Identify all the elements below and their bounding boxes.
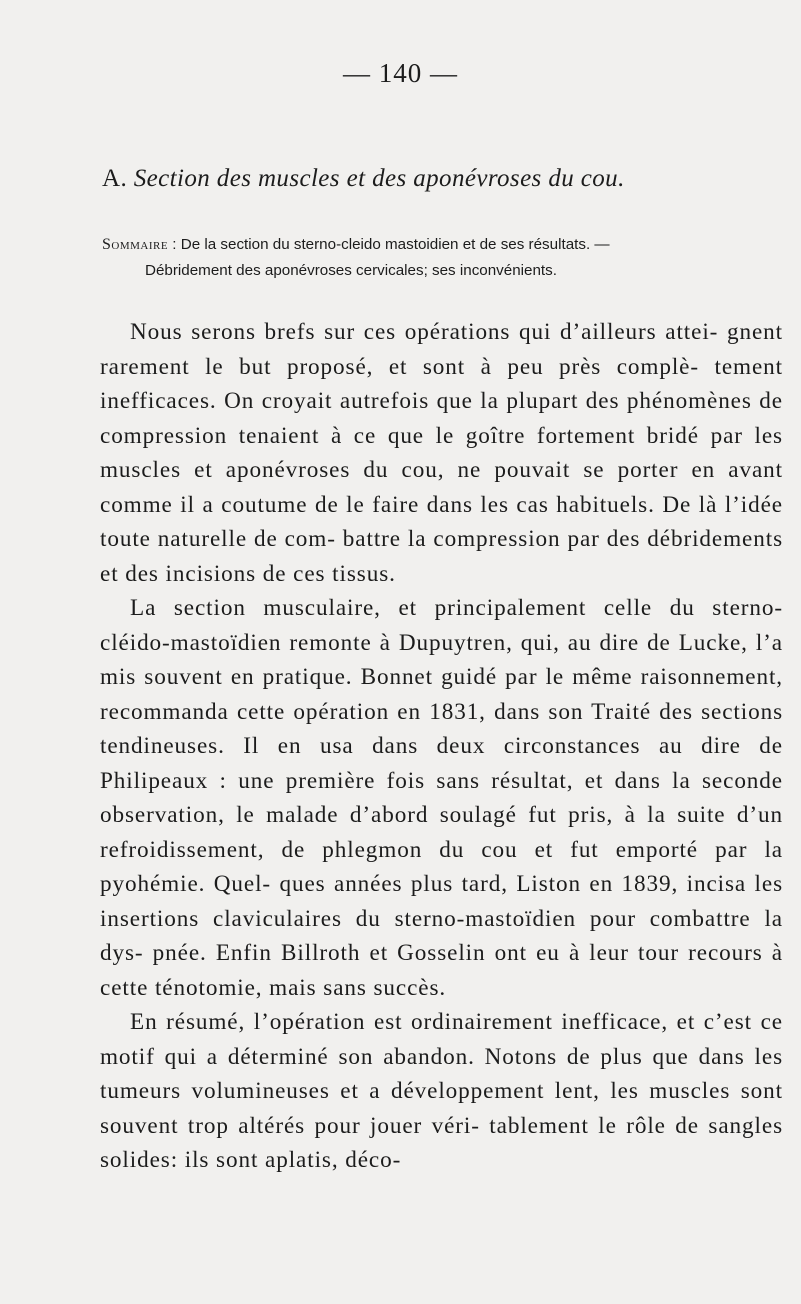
summary-line-2: Débridement des aponévroses cervicales; ses inconvénients.: [145, 262, 557, 279]
section-letter: A.: [102, 165, 134, 192]
paragraph-2: La section musculaire, et principalement celle du sterno- cléido-mastoïdien remonte à Dupuytren, qui, au dire de Lucke, l’a mis souvent en pratique. Bonnet guidé par le même raisonnement, recommanda cette opération en 1831, dans son Traité des sections tendineuses. Il en usa dans deux circonstances au dire de Philipeaux : une première fois sans résultat, et dans la seconde observation, le malade d’abord soulagé fut pris, à la suite d’un refroidissement, de phlegmon du cou et fut emporté par la pyohémie. Quel- ques années plus tard, Liston en 1839, incisa les insertions claviculaires du sterno-mastoïdien pour combattre la dys- pnée. Enfin Billroth et Gosselin ont eu à leur tour recours à cette ténotomie, mais sans succès.: [100, 595, 783, 1001]
section-title: [102, 165, 762, 193]
section-title-text: Section des muscles et des aponévroses du cou.: [133, 165, 625, 192]
summary-block: [102, 232, 782, 284]
summary-text-1: : De la section du sterno-cleido mastoidien et de ses résultats. —: [168, 236, 610, 253]
summary-line-1: [102, 232, 782, 258]
page-number: — 140 —: [343, 58, 458, 88]
paragraph-3: En résumé, l’opération est ordinairement inefficace, et c’est ce motif qui a déterminé son abandon. Notons de plus que dans les tumeurs volumineuses et a développement lent, les muscles sont souvent trop altérés pour jouer véri- tablement le rôle de sangles solides: ils sont aplatis, déco-: [100, 1009, 783, 1173]
summary-label: Sommaire: [102, 236, 169, 253]
paragraph-1: Nous serons brefs sur ces opérations qui d’ailleurs attei- gnent rarement le but proposé, et sont à peu près complè- tement inefficaces. On croyait autrefois que la plupart des phénomènes de compression tenaient à ce que le goître fortement bridé par les muscles et aponévroses du cou, ne pouvait se porter en avant comme il a coutume de le faire dans les cas habituels. De là l’idée toute naturelle de com- battre la compression par des débridements et des incisions de ces tissus.: [100, 319, 783, 587]
body-text: [100, 315, 783, 1178]
